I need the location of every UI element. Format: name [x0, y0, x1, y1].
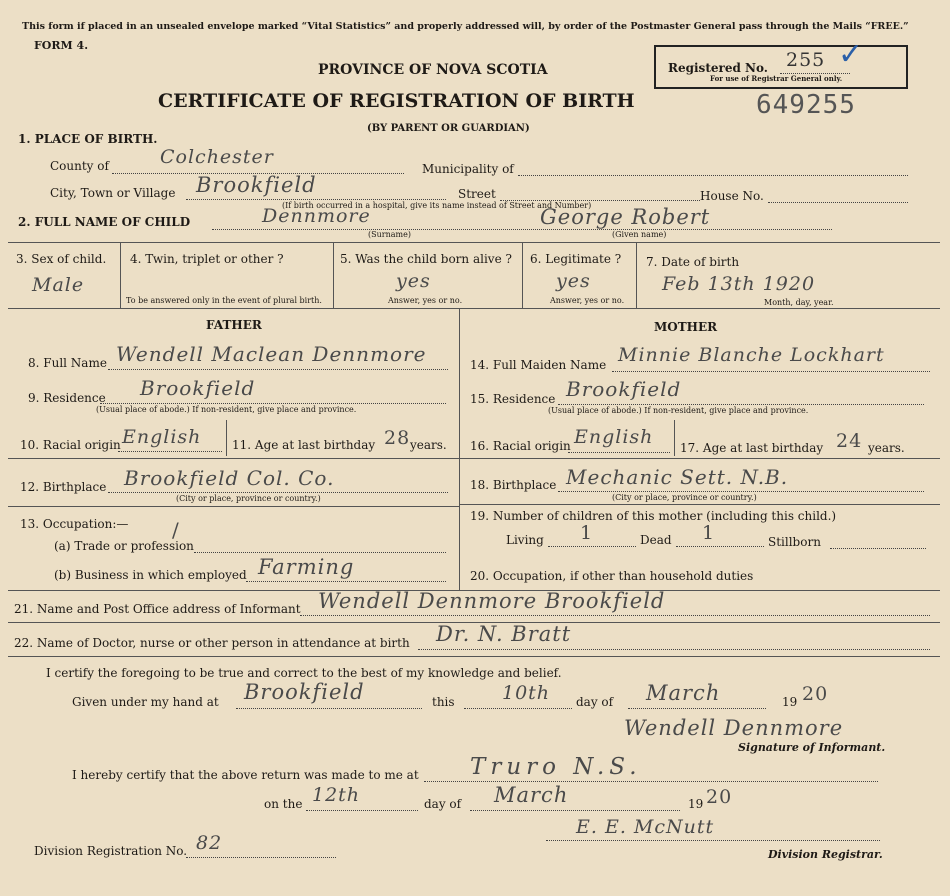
given-year-value: 20 — [802, 683, 829, 705]
checkmark-icon: ✓ — [838, 37, 865, 72]
father-name-label: 8. Full Name — [28, 356, 107, 370]
father-birthplace-label: 12. Birthplace — [20, 480, 107, 494]
registered-label: Registered No. — [668, 61, 768, 75]
dead-line — [676, 546, 764, 547]
mother-age-value: 24 — [836, 430, 863, 452]
mother-residence-label: 15. Residence — [470, 392, 556, 406]
sex-label: 3. Sex of child. — [16, 252, 107, 266]
registrar-month-value: March — [494, 783, 569, 807]
father-business-value: Farming — [258, 555, 355, 579]
father-business-line — [246, 581, 446, 582]
father-residence-line — [100, 403, 446, 404]
doctor-line — [418, 649, 930, 650]
father-business-label: (b) Business in which employed — [54, 568, 247, 582]
father-racial-line — [118, 451, 222, 452]
father-occupation-label: 13. Occupation:— — [20, 517, 129, 531]
given-month-value: March — [646, 681, 721, 705]
mother-racial-value: English — [574, 426, 654, 448]
municipality-line — [518, 175, 908, 176]
county-label: County of — [50, 159, 109, 173]
mother-racial-line — [568, 452, 670, 453]
registrar-place-line — [424, 781, 878, 782]
form-number: FORM 4. — [34, 39, 89, 52]
given-day-value: 10th — [502, 682, 551, 704]
given-under-label: Given under my hand at — [72, 695, 219, 709]
sex-value: Male — [32, 274, 85, 296]
father-name-value: Wendell Maclean Dennmore — [116, 342, 427, 366]
legitimate-label: 6. Legitimate ? — [530, 252, 622, 266]
twin-note: To be answered only in the event of plural birth. — [126, 296, 322, 305]
rule-row3-top — [8, 242, 940, 243]
division-registration-label: Division Registration No. — [34, 844, 188, 858]
father-years-label: years. — [410, 438, 447, 452]
living-line — [548, 546, 636, 547]
on-the-label: on the — [264, 797, 303, 811]
division-registration-line — [186, 857, 336, 858]
stillborn-line — [830, 548, 926, 549]
father-racial-value: English — [122, 426, 202, 448]
legitimate-caption: Answer, yes or no. — [550, 296, 625, 305]
rule-row3-a — [120, 242, 121, 308]
rule-certify-top — [8, 656, 940, 657]
child-name-line — [212, 229, 832, 230]
mother-residence-line — [558, 404, 924, 405]
child-given-name: George Robert — [540, 205, 711, 229]
dob-caption: Month, day, year. — [764, 298, 834, 307]
registrar-statement: I hereby certify that the above return was made to me at — [72, 768, 419, 782]
rule-mother-children — [459, 504, 940, 505]
city-label: City, Town or Village — [50, 186, 176, 200]
given-caption: (Given name) — [612, 230, 667, 239]
father-name-line — [108, 369, 448, 370]
father-residence-caption: (Usual place of abode.) If non-resident, give place and province. — [96, 405, 357, 414]
stamp-number: 649255 — [756, 90, 856, 120]
registrar-year-prefix: 19 — [688, 797, 704, 811]
house-line — [768, 202, 908, 203]
municipality-label: Municipality of — [422, 162, 514, 176]
mother-birthplace-line — [558, 491, 924, 492]
father-racial-label: 10. Racial origin — [20, 438, 121, 452]
dob-value: Feb 13th 1920 — [662, 273, 816, 295]
surname-caption: (Surname) — [368, 230, 411, 239]
rule-father-birthplace — [8, 458, 459, 459]
registrar-signature: E. E. McNutt — [576, 816, 715, 838]
city-value: Brookfield — [196, 173, 317, 197]
this-label: this — [432, 695, 455, 709]
given-place-line — [236, 708, 422, 709]
registrar-year-value: 20 — [706, 786, 733, 808]
registrar-day-line — [306, 810, 418, 811]
certificate-subtitle: (BY PARENT OR GUARDIAN) — [367, 123, 530, 134]
doctor-value: Dr. N. Bratt — [436, 622, 572, 646]
dead-value: 1 — [702, 522, 716, 544]
father-age-label: 11. Age at last birthday — [232, 438, 376, 452]
rule-parents-top — [8, 308, 940, 309]
mother-racial-label: 16. Racial origin — [470, 439, 571, 453]
mother-name-label: 14. Full Maiden Name — [470, 358, 607, 372]
doctor-label: 22. Name of Doctor, nurse or other person in attendance at birth — [14, 636, 410, 650]
province-heading: PROVINCE OF NOVA SCOTIA — [318, 62, 548, 78]
rule-row3-d — [636, 242, 637, 308]
registered-number: 255 — [786, 49, 826, 71]
legitimate-value: yes — [556, 270, 591, 292]
living-label: Living — [506, 533, 544, 547]
father-residence-value: Brookfield — [140, 376, 256, 400]
father-trade-line — [194, 552, 446, 553]
certificate-title: CERTIFICATE OF REGISTRATION OF BIRTH — [158, 90, 635, 112]
informant-signature-caption: Signature of Informant. — [738, 741, 886, 754]
child-surname: Dennmore — [262, 205, 371, 227]
informant-signature: Wendell Dennmore — [624, 716, 844, 740]
mother-heading: MOTHER — [654, 320, 718, 334]
dead-label: Dead — [640, 533, 672, 547]
mail-notice: This form if placed in an unsealed envelope marked “Vital Statistics” and properly addressed will, by order of the Postmaster General pass through the Mails “FREE.” — [22, 21, 909, 32]
rule-row3-b — [333, 242, 334, 308]
given-month-line — [628, 708, 766, 709]
mother-birthplace-caption: (City or place, province or country.) — [612, 493, 757, 502]
father-heading: FATHER — [206, 318, 262, 332]
rule-mother-racial — [674, 420, 675, 456]
mother-name-line — [612, 371, 930, 372]
alive-value: yes — [396, 270, 431, 292]
rule-father-racial — [226, 420, 227, 456]
twin-label: 4. Twin, triplet or other ? — [130, 252, 284, 266]
alive-label: 5. Was the child born alive ? — [340, 252, 512, 266]
mother-children-label: 19. Number of children of this mother (including this child.) — [470, 509, 837, 523]
father-age-value: 28 — [384, 427, 411, 449]
given-day-line — [464, 708, 572, 709]
mother-age-label: 17. Age at last birthday — [680, 441, 824, 455]
rule-father-occupation — [8, 506, 459, 507]
registrar-place-value: Truro N.S. — [470, 754, 642, 780]
registrar-day-of-label: day of — [424, 797, 462, 811]
registrar-month-line — [470, 810, 680, 811]
child-name-label: 2. FULL NAME OF CHILD — [18, 215, 191, 229]
certify-statement: I certify the foregoing to be true and correct to the best of my knowledge and belief. — [46, 666, 562, 680]
mother-birthplace-label: 18. Birthplace — [470, 478, 557, 492]
street-label: Street — [458, 187, 496, 201]
stillborn-label: Stillborn — [768, 535, 821, 549]
alive-caption: Answer, yes or no. — [388, 296, 463, 305]
given-day-of-label: day of — [576, 695, 614, 709]
mother-name-value: Minnie Blanche Lockhart — [618, 344, 885, 366]
mother-occupation-label: 20. Occupation, if other than household duties — [470, 569, 754, 583]
father-trade-label: (a) Trade or profession — [54, 539, 194, 553]
house-label: House No. — [700, 189, 764, 203]
county-value: Colchester — [160, 146, 274, 168]
living-value: 1 — [580, 522, 594, 544]
mother-residence-value: Brookfield — [566, 377, 682, 401]
division-registrar-caption: Division Registrar. — [768, 848, 883, 861]
hospital-note: (If birth occurred in a hospital, give its name instead of Street and Number) — [282, 201, 592, 210]
registrar-note: For use of Registrar General only. — [710, 74, 843, 83]
informant-label: 21. Name and Post Office address of Informant — [14, 602, 301, 616]
father-birthplace-caption: (City or place, province or country.) — [176, 494, 321, 503]
rule-row3-c — [522, 242, 523, 308]
mother-residence-caption: (Usual place of abode.) If non-resident, give place and province. — [548, 406, 809, 415]
given-place-value: Brookfield — [244, 680, 365, 704]
mother-years-label: years. — [868, 441, 905, 455]
rule-mother-birthplace — [459, 458, 940, 459]
father-trade-value: / — [172, 518, 180, 542]
father-birthplace-line — [108, 492, 448, 493]
registrar-signature-line — [546, 840, 880, 841]
mother-birthplace-value: Mechanic Sett. N.B. — [566, 465, 789, 489]
father-birthplace-value: Brookfield Col. Co. — [124, 466, 335, 490]
father-residence-label: 9. Residence — [28, 391, 106, 405]
division-registration-value: 82 — [196, 832, 223, 854]
dob-label: 7. Date of birth — [646, 255, 740, 269]
informant-value: Wendell Dennmore Brookfield — [318, 589, 666, 613]
given-year-prefix: 19 — [782, 695, 798, 709]
city-line — [186, 199, 446, 200]
rule-parents-middle — [459, 308, 460, 590]
place-of-birth-label: 1. PLACE OF BIRTH. — [18, 132, 158, 146]
registrar-day-value: 12th — [312, 784, 361, 806]
informant-line — [300, 615, 930, 616]
